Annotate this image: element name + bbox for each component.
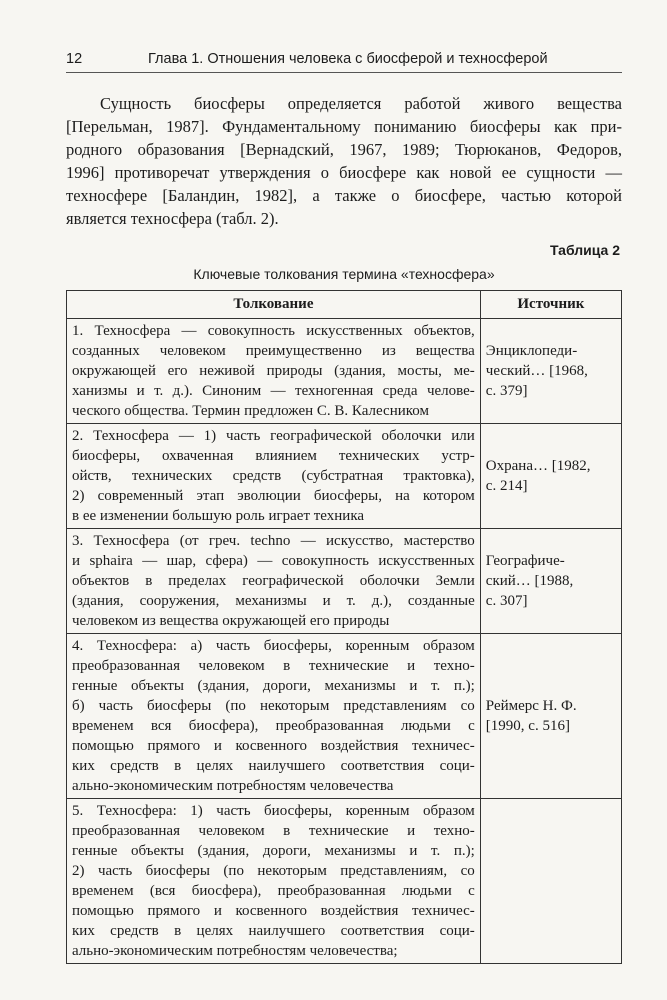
interpretation-line: человеком из вещества окружающей его природы: [72, 613, 390, 629]
source-line: Географиче-: [485, 553, 565, 569]
interpretation-line: ально-экономическим потребностям человечества;: [72, 943, 398, 959]
source-cell: [480, 529, 621, 634]
interpretation-line: окружающей его неживой природы (здания, мосты, ме-: [72, 363, 475, 379]
interpretation-line: в ее изменении большую роль играет техника: [72, 508, 365, 524]
interpretation-line: ких средств в целях наилучшего соответствия соци-: [72, 758, 475, 774]
table-row: [67, 319, 622, 424]
interpretation-line: помощью прямого и косвенного воздействия техничес-: [72, 903, 475, 919]
source-cell: [480, 424, 621, 529]
source-line: [1990, с. 516]: [485, 718, 570, 734]
table-row: [67, 529, 622, 634]
terms-table: [66, 290, 622, 964]
paragraph-line: 1996] противоречат утверждения о биосфере как новой ее сущности —: [66, 163, 622, 182]
interpretation-cell: [67, 529, 481, 634]
source-cell: [480, 634, 621, 799]
table-row: [67, 424, 622, 529]
column-header-interpretation: Толкование: [67, 291, 481, 319]
paragraph-line: техносфере [Баландин, 1982], а также о биосфере, частью которой: [66, 186, 622, 205]
interpretation-line: ойств, технических средств (субстратная трактовка),: [72, 468, 475, 484]
source-line: Энциклопеди-: [485, 343, 578, 359]
interpretation-line: и sphaira — шар, сфера) — совокупность искусственных: [72, 553, 475, 569]
source-line: ский… [1988,: [485, 573, 574, 589]
interpretation-cell: [67, 319, 481, 424]
interpretation-cell: [67, 634, 481, 799]
interpretation-line: генные объекты (здания, дороги, механизмы и т. п.);: [72, 843, 475, 859]
interpretation-line: ческого общества. Термин предложен С. В. Калесником: [72, 403, 429, 419]
interpretation-line: помощью прямого и косвенного воздействия техничес-: [72, 738, 475, 754]
source-line: с. 379]: [485, 383, 528, 399]
header-divider: [66, 72, 622, 73]
source-line: с. 214]: [485, 478, 528, 494]
source-line: ческий… [1968,: [485, 363, 588, 379]
source-line: с. 307]: [485, 593, 528, 609]
interpretation-line: 2. Техносфера — 1) часть географической оболочки или: [72, 428, 475, 444]
table-row: [67, 634, 622, 799]
running-header: [66, 48, 622, 70]
table-header-row: [67, 291, 622, 319]
interpretation-line: 1. Техносфера — совокупность искусственных объектов,: [72, 323, 475, 339]
interpretation-line: 3. Техносфера (от греч. techno — искусство, мастерство: [72, 533, 475, 549]
paragraph-line: [Перельман, 1987]. Фундаментальному пониманию биосферы как при-: [66, 117, 622, 136]
source-cell: [480, 319, 621, 424]
interpretation-line: (здания, сооружения, механизмы и т. д.), созданные: [72, 593, 475, 609]
interpretation-line: преобразованная человеком в технические и техно-: [72, 658, 475, 674]
source-line: Охрана… [1982,: [485, 458, 591, 474]
table-number: Таблица 2: [549, 242, 620, 258]
paragraph-line: является техносфера (табл. 2).: [66, 209, 279, 228]
interpretation-line: б) часть биосферы (по некоторым представлениям со: [72, 698, 475, 714]
interpretation-line: временем (вся биосфера), преобразованная людьми с: [72, 883, 475, 899]
interpretation-line: 2) современный этап эволюции биосферы, на котором: [72, 488, 475, 504]
source-cell: [480, 799, 621, 964]
interpretation-line: ально-экономическим потребностям человечества: [72, 778, 394, 794]
interpretation-cell: [67, 799, 481, 964]
source-line: Реймерс Н. Ф.: [485, 698, 577, 714]
interpretation-line: созданных человеком преимущественно из вещества: [72, 343, 475, 359]
chapter-title: Глава 1. Отношения человека с биосферой и техносферой: [148, 51, 548, 67]
interpretation-cell: [67, 424, 481, 529]
interpretation-line: объектов в пределах географической оболочки Земли: [72, 573, 475, 589]
paragraph-line: родного образования [Вернадский, 1967, 1989; Тюрюканов, Федоров,: [66, 140, 622, 159]
page-number: 12: [66, 51, 83, 67]
table-row: [67, 799, 622, 964]
interpretation-line: преобразованная человеком в технические и техно-: [72, 823, 475, 839]
interpretation-line: генные объекты (здания, дороги, механизмы и т. п.);: [72, 678, 475, 694]
table-caption: Ключевые толкования термина «техносфера»: [193, 266, 495, 282]
column-header-source: Источник: [480, 291, 621, 319]
body-paragraph: [66, 92, 622, 230]
interpretation-line: 2) часть биосферы (по некоторым представлениям, со: [72, 863, 475, 879]
paragraph-line: Сущность биосферы определяется работой живого вещества: [100, 94, 622, 113]
interpretation-line: 4. Техносфера: а) часть биосферы, коренным образом: [72, 638, 475, 654]
interpretation-line: ханизмы и т. д.). Синоним — техногенная среда челове-: [72, 383, 475, 399]
interpretation-line: временем вся биосфера), преобразованная людьми с: [72, 718, 475, 734]
interpretation-line: 5. Техносфера: 1) часть биосферы, коренным образом: [72, 803, 475, 819]
interpretation-line: ких средств в целях наилучшего соответствия соци-: [72, 923, 475, 939]
interpretation-line: биосферы, охваченная влиянием технических устр-: [72, 448, 475, 464]
